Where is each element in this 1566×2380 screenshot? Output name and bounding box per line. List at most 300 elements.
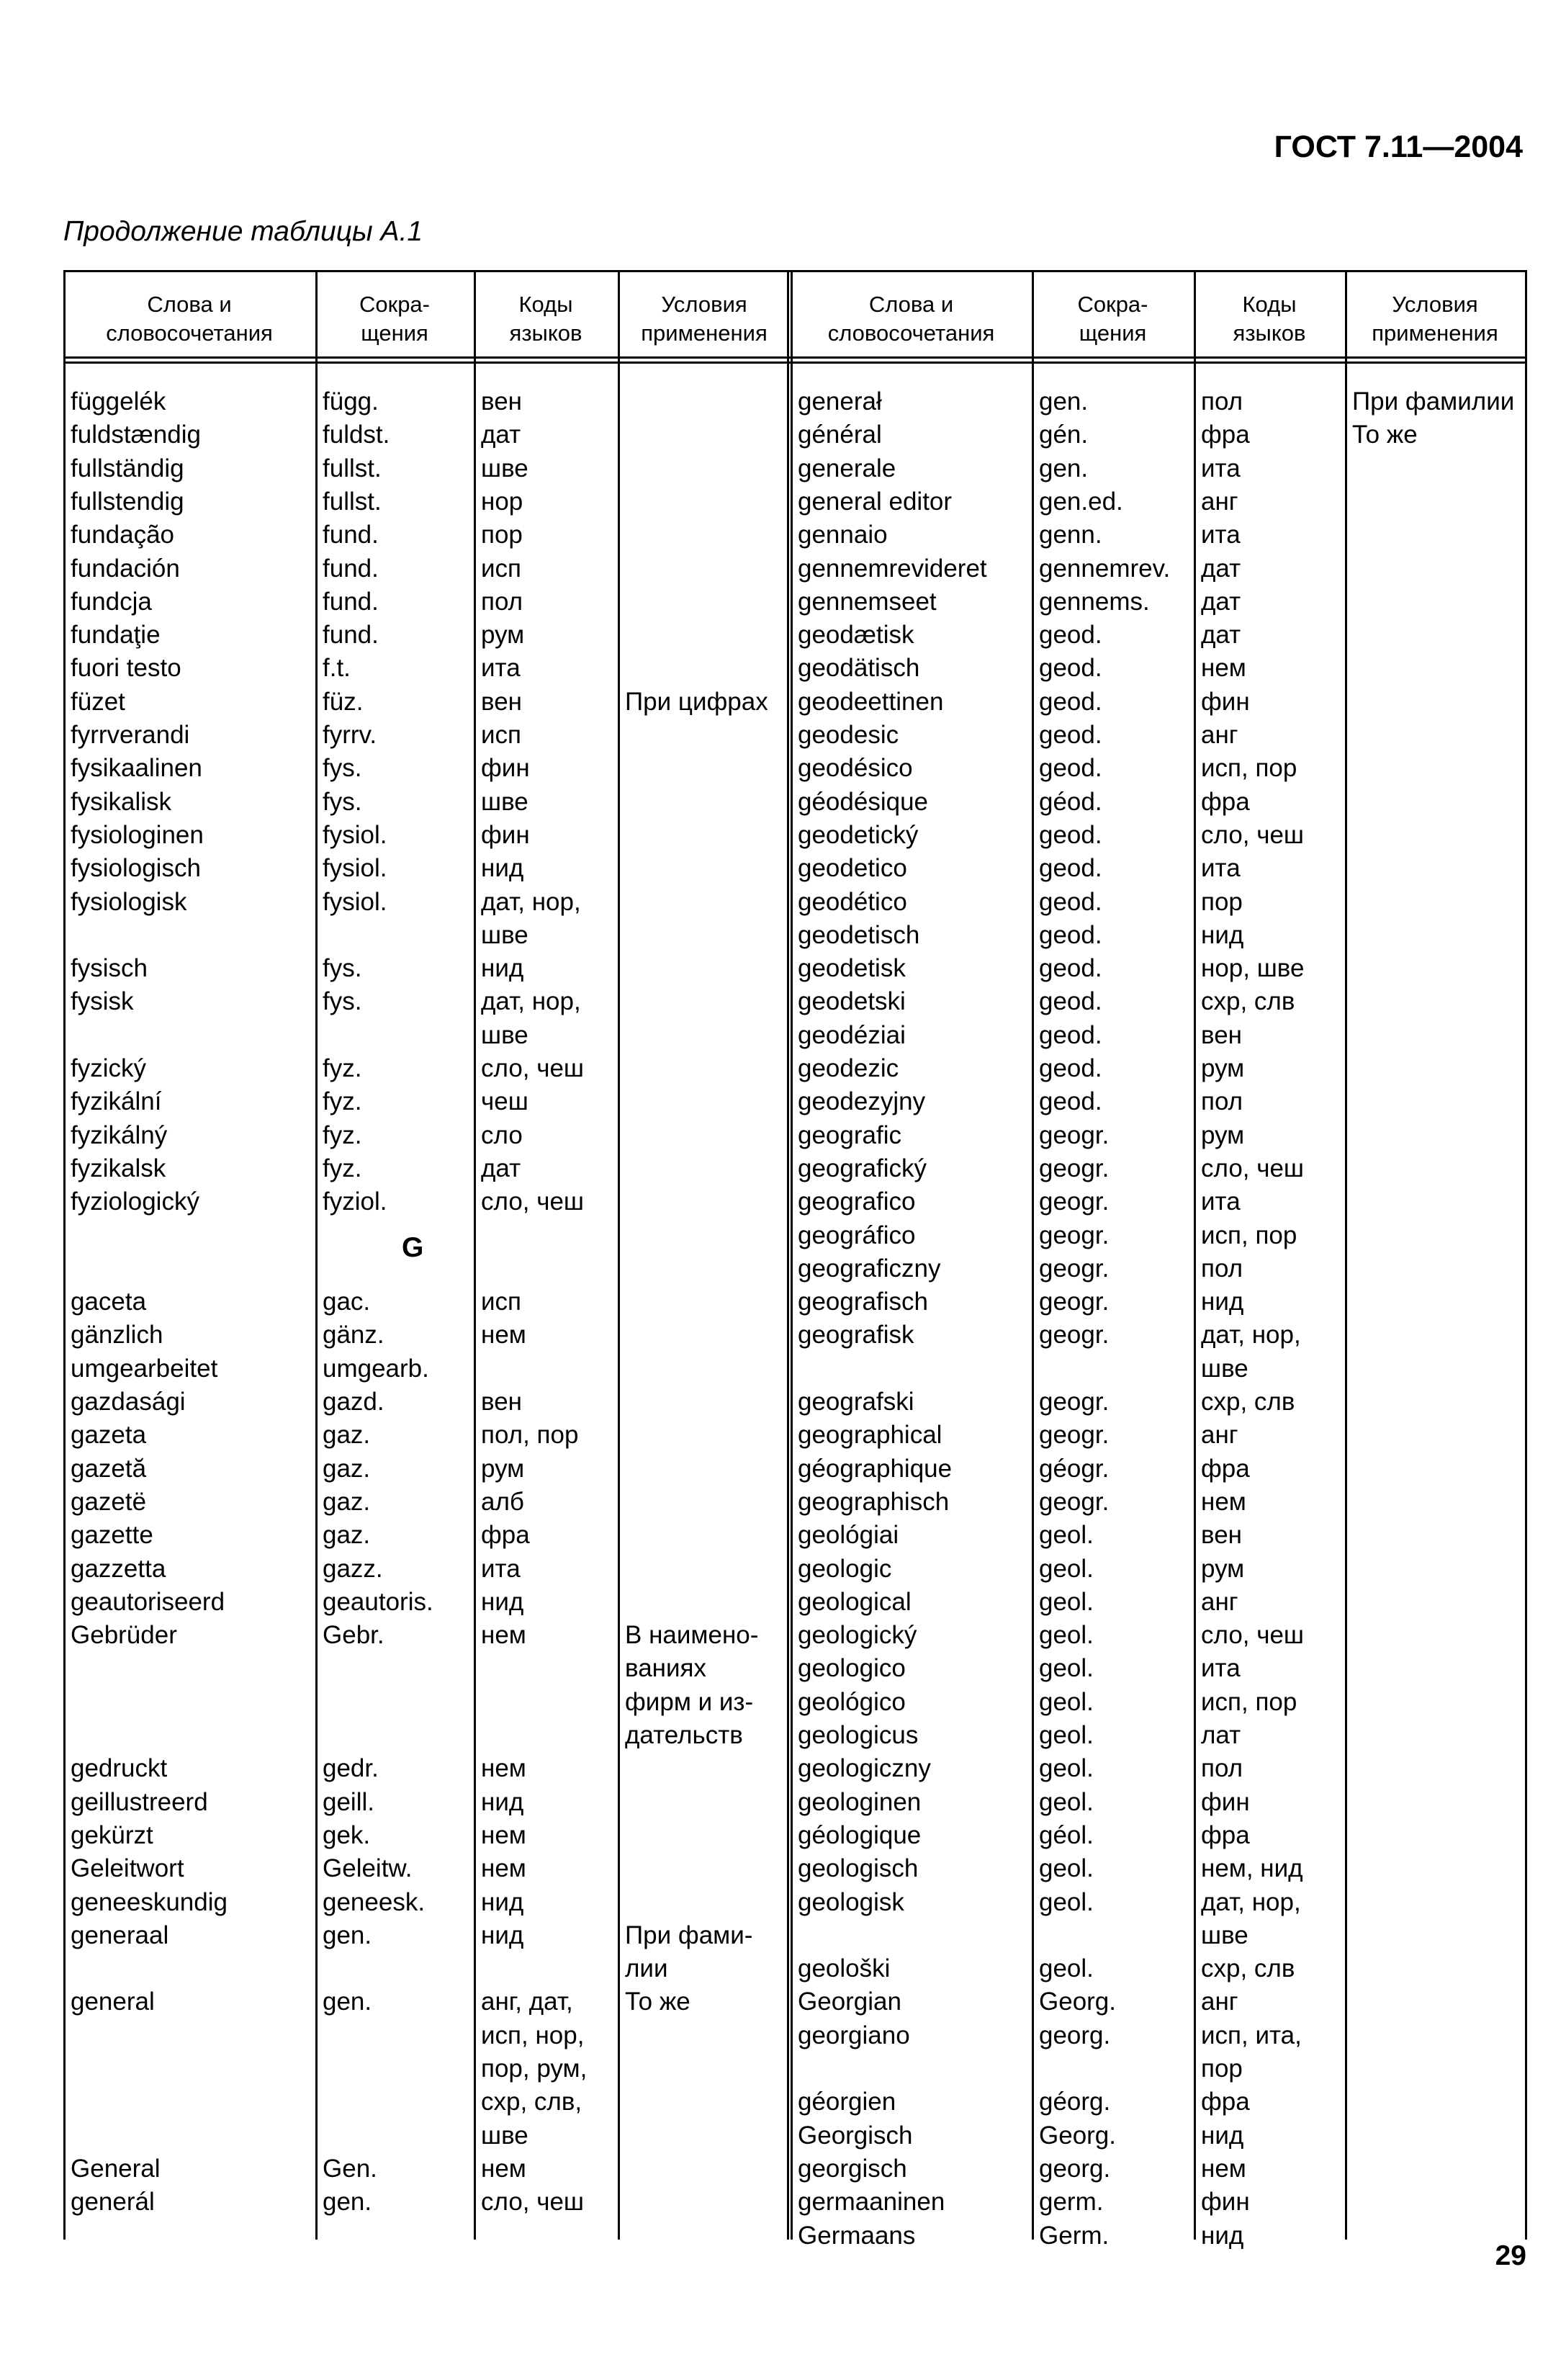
entry-abbreviation: füz.	[323, 687, 364, 716]
entry-language-codes: фин	[481, 754, 530, 783]
entry-language-codes: ита	[481, 1554, 521, 1583]
entry-word: geodezyjny	[798, 1087, 926, 1116]
entry-abbreviation: géorg.	[1039, 2088, 1111, 2116]
entry-abbreviation: geod.	[1039, 920, 1102, 949]
entry-language-codes: нид	[481, 1587, 524, 1616]
entry-language-codes: вен	[481, 687, 522, 716]
entry-word: geographical	[798, 1421, 942, 1450]
entry-language-codes: фин	[481, 820, 530, 849]
entry-language-codes: нид	[481, 954, 524, 983]
column-divider	[791, 270, 793, 2240]
entry-word: geodésico	[798, 754, 913, 783]
entry-abbreviation: geogr.	[1039, 1187, 1110, 1216]
entry-word: geautoriseerd	[71, 1587, 225, 1616]
entry-language-codes: сло, чеш	[481, 1187, 585, 1216]
entry-language-codes: пор	[1201, 2055, 1243, 2083]
column-divider	[1525, 270, 1527, 2240]
entry-abbreviation: geautoris.	[323, 1587, 433, 1616]
entry-abbreviation: geod.	[1039, 954, 1102, 983]
header-rule-double	[63, 362, 1525, 364]
entry-abbreviation: fyrrv.	[323, 721, 377, 749]
entry-abbreviation: gek.	[323, 1820, 371, 1849]
entry-language-codes: нид	[481, 854, 524, 883]
entry-word: fyrrverandi	[71, 721, 190, 749]
entry-word: geillustreerd	[71, 1787, 208, 1816]
entry-language-codes: нид	[481, 1887, 524, 1916]
entry-language-codes: пор, рум,	[481, 2055, 588, 2083]
entry-abbreviation: gennemrev.	[1039, 554, 1171, 583]
entry-abbreviation: fys.	[323, 754, 362, 783]
entry-abbreviation: gac.	[323, 1288, 371, 1316]
entry-word: geologic	[798, 1554, 892, 1583]
section-letter: G	[402, 1232, 424, 1264]
entry-word: fullständig	[71, 454, 184, 482]
entry-abbreviation: geol.	[1039, 1521, 1094, 1550]
column-header: Сокра- щения	[1077, 292, 1148, 346]
entry-abbreviation: georg.	[1039, 2154, 1111, 2183]
entry-word: gazette	[71, 1521, 153, 1550]
entry-language-codes: сло, чеш	[1201, 1154, 1305, 1182]
entry-language-codes: дат, нор,	[1201, 1887, 1301, 1916]
entry-word: geografski	[798, 1388, 914, 1416]
entry-word: geografický	[798, 1154, 927, 1182]
column-header: Коды языков	[1233, 292, 1306, 346]
entry-word: fullstendig	[71, 487, 184, 516]
entry-language-codes: нем, нид	[1201, 1854, 1303, 1883]
entry-word: fundación	[71, 554, 180, 583]
entry-word: fysiologinen	[71, 820, 204, 849]
entry-word: general	[71, 1988, 155, 2016]
entry-word: fysikalisk	[71, 787, 172, 816]
entry-word: gedruckt	[71, 1754, 168, 1783]
entry-abbreviation: geol.	[1039, 1787, 1094, 1816]
entry-condition: фирм и из-	[625, 1687, 754, 1716]
entry-condition: В наимено-	[625, 1621, 759, 1650]
entry-abbreviation: geol.	[1039, 1621, 1094, 1650]
entry-language-codes: пол	[1201, 387, 1243, 416]
entry-abbreviation: fyz.	[323, 1087, 362, 1116]
column-divider	[787, 270, 789, 2240]
entry-language-codes: исп, пор	[1201, 1687, 1297, 1716]
entry-language-codes: дат	[1201, 587, 1241, 616]
entry-word: gänzlich	[71, 1321, 163, 1350]
column-divider	[63, 270, 66, 2240]
entry-abbreviation: germ.	[1039, 2188, 1104, 2217]
abbreviation-table	[63, 270, 1525, 2250]
entry-abbreviation: gedr.	[323, 1754, 379, 1783]
entry-language-codes: исп	[481, 1288, 522, 1316]
entry-abbreviation: geod.	[1039, 654, 1102, 683]
entry-abbreviation: geol.	[1039, 1854, 1094, 1883]
entry-language-codes: нем	[1201, 1487, 1246, 1516]
entry-abbreviation: Georg.	[1039, 2121, 1116, 2150]
entry-abbreviation: fullst.	[323, 487, 382, 516]
entry-abbreviation: geogr.	[1039, 1388, 1110, 1416]
entry-language-codes: нор	[481, 487, 523, 516]
entry-abbreviation: geol.	[1039, 1754, 1094, 1783]
entry-abbreviation: fyz.	[323, 1154, 362, 1182]
entry-language-codes: ита	[1201, 854, 1241, 883]
entry-language-codes: пор	[1201, 887, 1243, 916]
entry-abbreviation: Gen.	[323, 2154, 377, 2183]
entry-abbreviation: gén.	[1039, 421, 1089, 449]
entry-word: gennemrevideret	[798, 554, 987, 583]
entry-language-codes: исп, нор,	[481, 2021, 585, 2049]
entry-condition: То же	[625, 1988, 690, 2016]
entry-word: geodetický	[798, 820, 919, 849]
entry-word: General	[71, 2154, 161, 2183]
standard-number: ГОСТ 7.11—2004	[1274, 130, 1523, 164]
entry-language-codes: нид	[1201, 920, 1244, 949]
entry-abbreviation: fysiol.	[323, 854, 387, 883]
entry-language-codes: пол	[481, 587, 523, 616]
entry-abbreviation: fysiol.	[323, 887, 387, 916]
entry-word: fundcja	[71, 587, 152, 616]
entry-word: geografic	[798, 1121, 901, 1149]
entry-language-codes: схр, слв	[1201, 1388, 1295, 1416]
entry-language-codes: алб	[481, 1487, 524, 1516]
entry-language-codes: рум	[1201, 1121, 1245, 1149]
entry-language-codes: исп	[481, 721, 522, 749]
entry-word: generál	[71, 2188, 155, 2217]
entry-language-codes: фин	[1201, 2188, 1250, 2217]
entry-abbreviation: Germ.	[1039, 2221, 1110, 2250]
entry-word: geodætisk	[798, 621, 914, 650]
entry-word: gennaio	[798, 521, 888, 549]
entry-word: geologiczny	[798, 1754, 931, 1783]
column-header: Слова и словосочетания	[827, 292, 995, 346]
column-header: Слова и словосочетания	[106, 292, 273, 346]
column-header: Условия применения	[1372, 292, 1498, 346]
entry-abbreviation: geod.	[1039, 987, 1102, 1016]
entry-abbreviation: fys.	[323, 787, 362, 816]
entry-language-codes: рум	[481, 1454, 525, 1483]
entry-language-codes: ита	[1201, 521, 1241, 549]
entry-abbreviation: Geleitw.	[323, 1854, 413, 1883]
entry-language-codes: дат	[481, 421, 521, 449]
column-divider	[315, 270, 318, 2240]
entry-language-codes: нем	[1201, 654, 1246, 683]
entry-word: geologicus	[798, 1721, 919, 1749]
entry-language-codes: дат, нор,	[1201, 1321, 1301, 1350]
entry-abbreviation: gen.	[323, 2188, 372, 2217]
entry-language-codes: сло	[481, 1121, 523, 1149]
table-top-rule	[63, 270, 1525, 272]
entry-language-codes: ита	[1201, 1187, 1241, 1216]
entry-abbreviation: fund.	[323, 621, 379, 650]
entry-word: fyzikalsk	[71, 1154, 166, 1182]
entry-condition: При фамилии	[1352, 387, 1515, 416]
entry-word: geográfico	[798, 1221, 916, 1249]
entry-word: fysikaalinen	[71, 754, 202, 783]
entry-language-codes: рум	[1201, 1554, 1245, 1583]
entry-word: geodetski	[798, 987, 906, 1016]
entry-language-codes: пол	[1201, 1754, 1243, 1783]
entry-language-codes: фра	[481, 1521, 530, 1550]
entry-abbreviation: gen.	[323, 1988, 372, 2016]
entry-abbreviation: geod.	[1039, 754, 1102, 783]
entry-language-codes: нем	[481, 2154, 526, 2183]
entry-language-codes: рум	[481, 621, 525, 650]
column-header: Сокра- щения	[359, 292, 430, 346]
entry-word: generał	[798, 387, 882, 416]
entry-language-codes: нем	[481, 1321, 526, 1350]
entry-language-codes: пол, пор	[481, 1421, 579, 1450]
entry-language-codes: дат, нор,	[481, 887, 581, 916]
entry-abbreviation: geod.	[1039, 621, 1102, 650]
entry-language-codes: фин	[1201, 687, 1250, 716]
entry-language-codes: лат	[1201, 1721, 1241, 1749]
entry-abbreviation: geod.	[1039, 820, 1102, 849]
entry-abbreviation: fund.	[323, 587, 379, 616]
entry-word: füzet	[71, 687, 125, 716]
entry-abbreviation: geogr.	[1039, 1321, 1110, 1350]
entry-word: georgisch	[798, 2154, 907, 2183]
entry-word: geológico	[798, 1687, 906, 1716]
entry-condition: лии	[625, 1954, 668, 1983]
entry-language-codes: анг	[1201, 487, 1238, 516]
entry-language-codes: шве	[481, 454, 528, 482]
entry-word: général	[798, 421, 882, 449]
entry-word: Georgian	[798, 1988, 901, 2016]
entry-abbreviation: geod.	[1039, 1087, 1102, 1116]
entry-language-codes: ита	[1201, 454, 1241, 482]
entry-abbreviation: geod.	[1039, 721, 1102, 749]
table-continuation-caption: Продолжение таблицы А.1	[63, 216, 423, 247]
entry-abbreviation: geol.	[1039, 1587, 1094, 1616]
entry-language-codes: исп, пор	[1201, 1221, 1297, 1249]
entry-abbreviation: umgearb.	[323, 1354, 429, 1383]
entry-word: geografisch	[798, 1288, 928, 1316]
entry-word: fysisk	[71, 987, 134, 1016]
entry-word: geodetisk	[798, 954, 906, 983]
entry-word: generaal	[71, 1921, 169, 1949]
entry-condition: дательств	[625, 1721, 743, 1749]
entry-abbreviation: fys.	[323, 954, 362, 983]
entry-word: geologický	[798, 1621, 917, 1650]
entry-language-codes: вен	[481, 387, 522, 416]
entry-language-codes: шве	[481, 920, 528, 949]
entry-abbreviation: fyziol.	[323, 1187, 387, 1216]
entry-language-codes: шве	[1201, 1354, 1248, 1383]
entry-abbreviation: geod.	[1039, 687, 1102, 716]
entry-abbreviation: gaz.	[323, 1521, 371, 1550]
page-number: 29	[1495, 2240, 1526, 2271]
entry-language-codes: нид	[1201, 2121, 1244, 2150]
entry-language-codes: шве	[481, 1020, 528, 1049]
entry-word: general editor	[798, 487, 953, 516]
entry-language-codes: чеш	[481, 1087, 528, 1116]
column-divider	[1194, 270, 1196, 2240]
entry-word: geodezic	[798, 1054, 899, 1082]
entry-language-codes: шве	[1201, 1921, 1248, 1949]
entry-language-codes: сло, чеш	[481, 1054, 585, 1082]
entry-abbreviation: geol.	[1039, 1887, 1094, 1916]
entry-abbreviation: gazz.	[323, 1554, 383, 1583]
entry-word: geografico	[798, 1187, 916, 1216]
entry-language-codes: нем	[481, 1754, 526, 1783]
entry-language-codes: ита	[481, 654, 521, 683]
entry-word: geodeettinen	[798, 687, 944, 716]
entry-language-codes: дат	[481, 1154, 521, 1182]
entry-word: fysisch	[71, 954, 148, 983]
entry-language-codes: нид	[1201, 1288, 1244, 1316]
entry-abbreviation: függ.	[323, 387, 379, 416]
entry-abbreviation: gen.ed.	[1039, 487, 1123, 516]
entry-word: fyzický	[71, 1054, 146, 1082]
entry-word: fundação	[71, 521, 175, 549]
entry-word: geograficzny	[798, 1254, 941, 1283]
entry-language-codes: нем	[481, 1621, 526, 1650]
entry-word: geneeskundig	[71, 1887, 228, 1916]
column-divider	[1345, 270, 1347, 2240]
entry-word: függelék	[71, 387, 166, 416]
entry-language-codes: фра	[1201, 2088, 1250, 2116]
entry-abbreviation: geol.	[1039, 1954, 1094, 1983]
entry-language-codes: нор, шве	[1201, 954, 1305, 983]
entry-word: fundaţie	[71, 621, 161, 650]
entry-abbreviation: gazd.	[323, 1388, 384, 1416]
entry-word: geodätisch	[798, 654, 920, 683]
entry-language-codes: рум	[1201, 1054, 1245, 1082]
entry-abbreviation: gen.	[323, 1921, 372, 1949]
entry-word: georgiano	[798, 2021, 910, 2049]
entry-word: Gebrüder	[71, 1621, 177, 1650]
entry-word: Geleitwort	[71, 1854, 184, 1883]
entry-word: geodéziai	[798, 1020, 906, 1049]
entry-language-codes: анг	[1201, 1988, 1238, 2016]
entry-language-codes: фин	[1201, 1787, 1250, 1816]
entry-language-codes: исп, пор	[1201, 754, 1297, 783]
entry-abbreviation: gennems.	[1039, 587, 1150, 616]
entry-language-codes: анг	[1201, 721, 1238, 749]
entry-language-codes: нем	[481, 1854, 526, 1883]
entry-abbreviation: gaz.	[323, 1487, 371, 1516]
entry-language-codes: фра	[1201, 1454, 1250, 1483]
entry-abbreviation: genn.	[1039, 521, 1102, 549]
entry-abbreviation: geol.	[1039, 1554, 1094, 1583]
entry-language-codes: нид	[1201, 2221, 1244, 2250]
entry-word: geodetisch	[798, 920, 920, 949]
entry-abbreviation: geogr.	[1039, 1421, 1110, 1450]
entry-abbreviation: Gebr.	[323, 1621, 384, 1650]
entry-word: geodetico	[798, 854, 907, 883]
entry-language-codes: шве	[481, 2121, 528, 2150]
entry-word: geodesic	[798, 721, 899, 749]
column-header: Условия применения	[641, 292, 768, 346]
entry-language-codes: вен	[481, 1388, 522, 1416]
entry-abbreviation: fysiol.	[323, 820, 387, 849]
entry-abbreviation: georg.	[1039, 2021, 1111, 2049]
entry-word: géologique	[798, 1820, 922, 1849]
entry-abbreviation: geneesk.	[323, 1887, 426, 1916]
entry-word: geologinen	[798, 1787, 922, 1816]
entry-abbreviation: geol.	[1039, 1687, 1094, 1716]
entry-word: geodético	[798, 887, 907, 916]
entry-language-codes: пол	[1201, 1254, 1243, 1283]
entry-word: gaceta	[71, 1288, 147, 1316]
entry-abbreviation: fys.	[323, 987, 362, 1016]
entry-language-codes: шве	[481, 787, 528, 816]
entry-abbreviation: geol.	[1039, 1654, 1094, 1683]
entry-abbreviation: geogr.	[1039, 1154, 1110, 1182]
entry-word: Georgisch	[798, 2121, 913, 2150]
entry-abbreviation: fund.	[323, 554, 379, 583]
entry-word: fysiologisk	[71, 887, 187, 916]
entry-language-codes: анг, дат,	[481, 1988, 573, 2016]
entry-word: géodésique	[798, 787, 928, 816]
entry-abbreviation: fuldst.	[323, 421, 390, 449]
entry-abbreviation: geill.	[323, 1787, 374, 1816]
entry-abbreviation: géogr.	[1039, 1454, 1110, 1483]
entry-language-codes: схр, слв,	[481, 2088, 582, 2116]
entry-word: geological	[798, 1587, 912, 1616]
entry-language-codes: сло, чеш	[481, 2188, 585, 2217]
entry-condition: То же	[1352, 421, 1418, 449]
entry-abbreviation: geod.	[1039, 854, 1102, 883]
entry-language-codes: фра	[1201, 421, 1250, 449]
entry-abbreviation: gen.	[1039, 454, 1089, 482]
entry-abbreviation: geogr.	[1039, 1254, 1110, 1283]
entry-abbreviation: fullst.	[323, 454, 382, 482]
entry-word: germaaninen	[798, 2188, 945, 2217]
entry-abbreviation: geogr.	[1039, 1121, 1110, 1149]
entry-language-codes: дат, нор,	[481, 987, 581, 1016]
column-divider	[474, 270, 476, 2240]
entry-abbreviation: geogr.	[1039, 1221, 1110, 1249]
entry-abbreviation: gaz.	[323, 1454, 371, 1483]
entry-word: gazzetta	[71, 1554, 166, 1583]
entry-abbreviation: f.t.	[323, 654, 351, 683]
entry-abbreviation: Georg.	[1039, 1988, 1116, 2016]
entry-word: geologisch	[798, 1854, 919, 1883]
entry-language-codes: исп, ита,	[1201, 2021, 1302, 2049]
entry-language-codes: дат	[1201, 621, 1241, 650]
column-divider	[618, 270, 620, 2240]
entry-abbreviation: fund.	[323, 521, 379, 549]
entry-word: geologico	[798, 1654, 906, 1683]
column-header: Коды языков	[509, 292, 582, 346]
entry-abbreviation: gaz.	[323, 1421, 371, 1450]
header-rule	[63, 356, 1525, 359]
entry-language-codes: нид	[481, 1787, 524, 1816]
entry-language-codes: ита	[1201, 1654, 1241, 1683]
entry-word: geološki	[798, 1954, 891, 1983]
entry-language-codes: пол	[1201, 1087, 1243, 1116]
entry-word: fuldstændig	[71, 421, 201, 449]
entry-abbreviation: gänz.	[323, 1321, 384, 1350]
entry-language-codes: нем	[1201, 2154, 1246, 2183]
entry-condition: ваниях	[625, 1654, 706, 1683]
entry-word: gazetă	[71, 1454, 147, 1483]
entry-language-codes: схр, слв	[1201, 1954, 1295, 1983]
entry-word: geographisch	[798, 1487, 950, 1516]
entry-word: gazdasági	[71, 1388, 186, 1416]
entry-word: fuori testo	[71, 654, 181, 683]
entry-word: geológiai	[798, 1521, 899, 1550]
entry-language-codes: пор	[481, 521, 523, 549]
entry-abbreviation: geogr.	[1039, 1487, 1110, 1516]
entry-language-codes: исп	[481, 554, 522, 583]
entry-word: gennemseet	[798, 587, 937, 616]
entry-abbreviation: fyz.	[323, 1054, 362, 1082]
entry-language-codes: сло, чеш	[1201, 820, 1305, 849]
entry-word: fyzikální	[71, 1087, 162, 1116]
entry-word: umgearbeitet	[71, 1354, 218, 1383]
entry-language-codes: сло, чеш	[1201, 1621, 1305, 1650]
entry-condition: При цифрах	[625, 687, 768, 716]
entry-abbreviation: geod.	[1039, 1054, 1102, 1082]
